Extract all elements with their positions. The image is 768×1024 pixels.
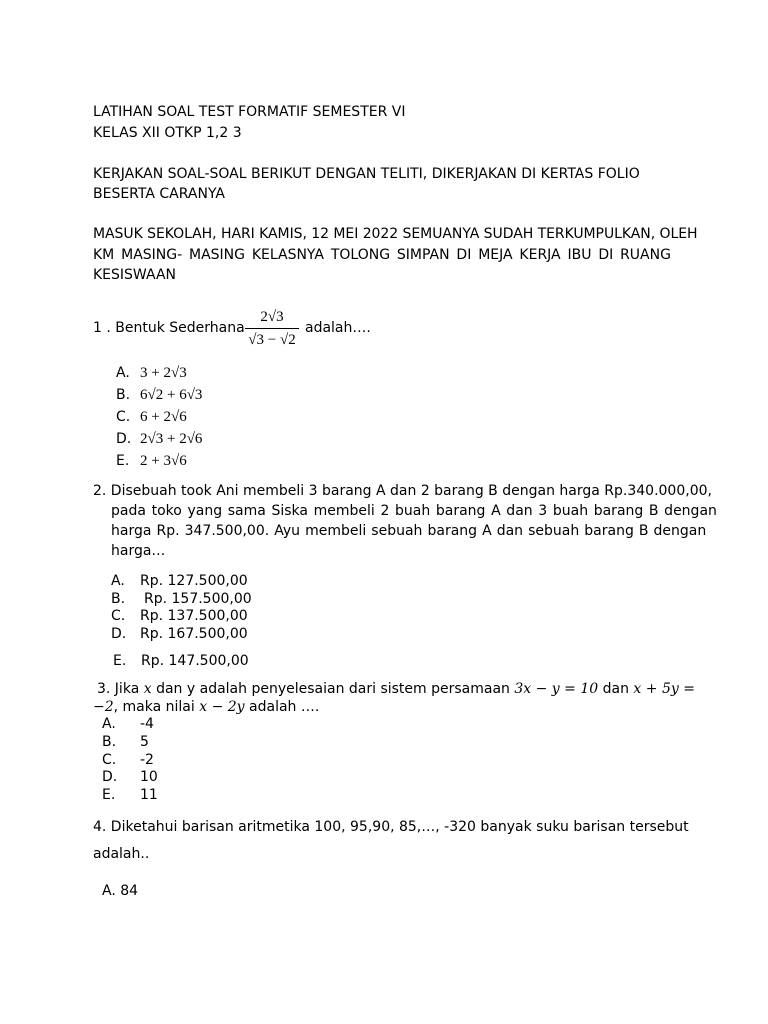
instruction-line-2: BESERTA CARANYA [93, 186, 225, 202]
option-letter: E. [102, 787, 116, 803]
option-text: Rp. 147.500,00 [141, 653, 249, 669]
q1-fraction-numerator: 2√3 [260, 309, 284, 325]
instruction-line-1: KERJAKAN SOAL-SOAL BERIKUT DENGAN TELITI, DIKERJAKAN DI KERTAS FOLIO [93, 166, 640, 182]
q3-var-x: x [143, 681, 152, 697]
q3-line-1 [97, 679, 695, 699]
option-text: 6 + 2√6 [140, 409, 187, 425]
q3-option-b [102, 732, 149, 752]
option-text: Rp. 127.500,00 [140, 573, 248, 589]
document-title: LATIHAN SOAL TEST FORMATIF SEMESTER VI [93, 104, 406, 120]
q2-option-a [111, 571, 248, 591]
q3-option-e [102, 785, 158, 805]
class-line: KELAS XII OTKP 1,2 3 [93, 125, 242, 141]
option-letter: A. [116, 365, 130, 381]
option-text: 2 + 3√6 [140, 453, 187, 469]
option-text: Rp. 157.500,00 [144, 591, 252, 607]
q3-option-a [102, 714, 154, 734]
option-letter: E. [116, 453, 130, 469]
option-letter: D. [116, 431, 132, 447]
q1-prefix: 1 . Bentuk Sederhana [93, 320, 245, 336]
q3-option-d [102, 767, 158, 787]
q2-option-c [111, 606, 248, 626]
option-letter: C. [116, 409, 131, 425]
q3-equation-2-end: −2 [93, 699, 114, 715]
q2-option-e [113, 651, 249, 671]
option-text: 6√2 + 6√3 [140, 387, 203, 403]
option-text: Rp. 167.500,00 [140, 626, 248, 642]
q1-option-d [116, 429, 202, 449]
deadline-line-2: KM MASING- MASING KELASNYA TOLONG SIMPAN DI MEJA KERJA IBU DI RUANG [93, 247, 671, 263]
q3-equation-2: x + 5y = [633, 681, 695, 697]
q2-option-d [111, 624, 248, 644]
q1-fraction [243, 307, 301, 350]
option-text: 10 [140, 769, 158, 785]
deadline-line-1: MASUK SEKOLAH, HARI KAMIS, 12 MEI 2022 SEMUANYA SUDAH TERKUMPULKAN, OLEH [93, 226, 698, 242]
q1-fraction-denominator: √3 − √2 [248, 332, 296, 348]
q3-text: , maka nilai [113, 699, 195, 715]
option-text: 3 + 2√3 [140, 365, 187, 381]
q1-suffix: adalah…. [305, 320, 371, 336]
q3-text: dan y adalah penyelesaian dari sistem persamaan [156, 681, 510, 697]
option-text: -2 [140, 752, 154, 768]
option-letter: C. [102, 752, 117, 768]
q1-option-e [116, 451, 187, 471]
option-letter: C. [111, 608, 126, 624]
option-text: Rp. 137.500,00 [140, 608, 248, 624]
q1-option-c [116, 407, 187, 427]
q4-line-2: adalah.. [93, 846, 150, 862]
q3-text: adalah …. [249, 699, 320, 715]
option-letter: B. [116, 387, 131, 403]
option-letter: E. [113, 653, 127, 669]
q2-line-4: harga… [111, 543, 166, 559]
q3-text: dan [602, 681, 629, 697]
option-text: 2√3 + 2√6 [140, 431, 203, 447]
option-letter: D. [102, 769, 118, 785]
q3-text: 3. Jika [97, 681, 140, 697]
option-letter: D. [111, 626, 127, 642]
option-letter: B. [111, 591, 126, 607]
option-text: -4 [140, 716, 154, 732]
option-text: 5 [140, 734, 149, 750]
option-letter: A. [102, 716, 116, 732]
q4-option-a: A. 84 [102, 883, 139, 899]
q3-expression: x − 2y [199, 699, 245, 715]
q2-line-3: harga Rp. 347.500,00. Ayu membeli sebuah barang A dan sebuah barang B dengan [111, 523, 707, 539]
option-text: 11 [140, 787, 158, 803]
q1-option-a [116, 363, 187, 383]
q2-line-2: pada toko yang sama Siska membeli 2 buah barang A dan 3 buah barang B dengan [111, 503, 717, 519]
fraction-bar [245, 328, 299, 329]
deadline-line-3: KESISWAAN [93, 267, 177, 283]
option-letter: A. [111, 573, 125, 589]
option-letter: B. [102, 734, 117, 750]
q3-equation-1: 3x − y = 10 [514, 681, 599, 697]
q1-option-b [116, 385, 202, 405]
q4-line-1: 4. Diketahui barisan aritmetika 100, 95,90, 85,…, -320 banyak suku barisan tersebut [93, 819, 689, 835]
q2-line-1: 2. Disebuah took Ani membeli 3 barang A dan 2 barang B dengan harga Rp.340.000,00, [93, 483, 712, 499]
